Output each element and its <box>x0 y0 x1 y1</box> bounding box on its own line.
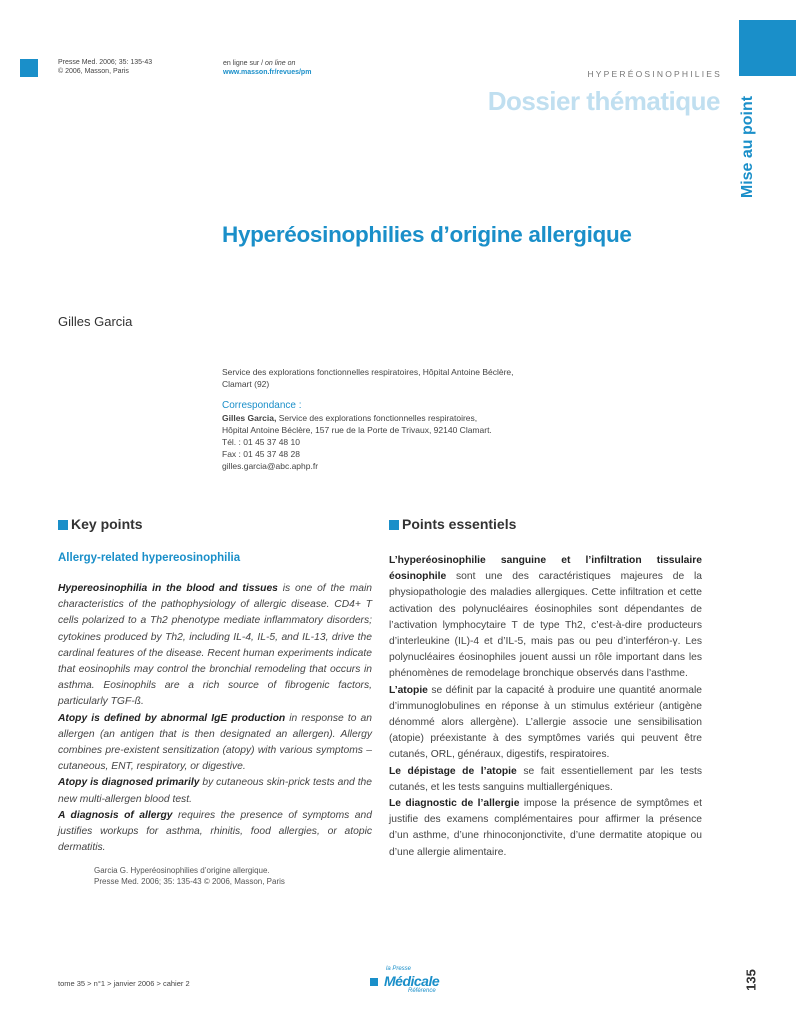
page-number <box>736 960 766 1000</box>
affiliation <box>222 366 542 390</box>
correspondence-line-1: Service des explorations fonctionnelles respiratoires, <box>276 413 478 423</box>
affiliation-line-1: Service des explorations fonctionnelles respiratoires, Hôpital Antoine Béclère, <box>222 367 514 377</box>
decorative-square <box>20 59 38 77</box>
points-essentiels-heading <box>389 516 516 532</box>
online-label-italic: on line on <box>265 60 296 67</box>
point-essentiel-text: se définit par la capacité à produire une quantité anormale d’immunoglobulines en réponse à un stimulus extérieur (antigène dénommé alors allergène). L’allergie associe une sensibilisation (atopie) préexistante à des symptômes variés qui peuvent être cutanés, ORL, généraux, digestifs, respiratoires. <box>389 684 702 761</box>
point-essentiel-paragraph <box>389 764 702 796</box>
key-point-text: by cutaneous skin-prick tests and the new multi-allergen blood test. <box>58 777 373 805</box>
journal-reference <box>58 58 152 76</box>
key-point-paragraph <box>58 711 372 776</box>
correspondence-heading: Correspondance : <box>222 400 302 411</box>
logo-square-icon <box>370 978 378 986</box>
dossier-heading: Dossier thématique <box>487 86 720 116</box>
square-bullet-icon <box>58 520 68 530</box>
point-essentiel-paragraph <box>389 683 702 764</box>
correspondence-line-2: Hôpital Antoine Béclère, 157 rue de la Porte de Trivaux, 92140 Clamart. <box>222 425 492 435</box>
key-point-paragraph <box>58 775 372 807</box>
key-point-lead: Hypereosinophilia in the blood and tissues <box>58 583 278 594</box>
point-essentiel-text: se fait essentiellement par les tests cutanés, et les tests sanguins multiallergéniques. <box>389 765 702 793</box>
correspondence-fax: Fax : 01 45 37 48 28 <box>222 449 300 459</box>
key-point-text: is one of the main characteristics of the pathophysiology of allergic disease. CD4+ T cells polarized to a Th2 phenotype mediate inflammatory disorders; cytokines produced by Th2, including IL-4, IL-5, and IL-13, drive the cardinal features of the disease. Recent human experiments indicate that eosinophils may control the bronchial remodeling that occurs in asthma. Eosinophils are a rich source of fibrogenic factors, particularly TGF-ß. <box>58 583 372 708</box>
logo-top-text: la Presse <box>386 966 412 972</box>
corner-block <box>739 20 796 76</box>
key-point-lead: A diagnosis of allergy <box>58 809 173 821</box>
point-essentiel-lead: Le dépistage de l’atopie <box>389 765 517 777</box>
key-points-column <box>58 581 372 856</box>
online-info <box>223 59 311 77</box>
point-essentiel-text: impose la présence de symptômes et justifie des examens complémentaires pour affirmer la présence d’un asthme, d’une rhinoconjonctivite, d’une dermatite atopique ou d’une allergie alimentaire. <box>389 798 702 858</box>
point-essentiel-lead: Le diagnostic de l’allergie <box>389 798 520 810</box>
square-bullet-icon <box>389 520 399 530</box>
affiliation-line-2: Clamart (92) <box>222 379 270 389</box>
point-essentiel-lead: L’atopie <box>389 684 428 696</box>
citation <box>94 865 285 887</box>
article-title: Hyperéosinophilies d’origine allergique <box>222 222 632 247</box>
point-essentiel-paragraph <box>389 796 702 861</box>
journal-logo <box>368 966 458 1000</box>
key-points-heading-text: Key points <box>71 516 143 532</box>
point-essentiel-lead: L’hyperéosinophilie sanguine et l’infiltration tissulaire éosinophile <box>389 555 702 583</box>
key-point-paragraph <box>58 581 372 711</box>
key-points-heading <box>58 516 143 532</box>
points-essentiels-heading-text: Points essentiels <box>402 516 517 532</box>
journal-url-link[interactable]: www.masson.fr/revues/pm <box>223 69 312 76</box>
section-tag: HYPERÉOSINOPHILIES <box>587 69 722 79</box>
author-name: Gilles Garcia <box>58 314 133 329</box>
key-point-lead: Atopy is defined by abnormal IgE production <box>58 712 286 724</box>
issue-info: tome 35 > n°1 > janvier 2006 > cahier 2 <box>58 979 190 988</box>
correspondence <box>222 400 542 472</box>
page-number-text: 135 <box>743 969 759 991</box>
key-point-lead: Atopy is diagnosed primarily <box>58 777 200 789</box>
key-point-text: in response to an allergen (an antigen that is then designated an allergen). Allergy combines pre-existent sensitization (atopy) with various symptoms – cutaneous, ENT, respiratory, or digestive. <box>58 712 372 773</box>
logo-bottom-text: Référence <box>408 988 436 994</box>
correspondence-name: Gilles Garcia, <box>222 413 277 423</box>
point-essentiel-paragraph <box>389 553 702 683</box>
points-essentiels-column <box>389 553 702 861</box>
journal-line-2: © 2006, Masson, Paris <box>58 68 129 75</box>
journal-line-1: Presse Med. 2006; 35: 135-43 <box>58 59 153 66</box>
point-essentiel-text: sont une des caractéristiques majeures de la physiopathologie des maladies allergiques. Cette infiltration et cette activation des polynucléaires éosinophiles sont dépendantes de l’activation lymphocytaire T de type Th2, c’est-à-dire producteurs d’interleukine (IL)-4 et d’IL-5, mais pas ou peu d’interféron-γ. Les polynucléaires éosinophiles jouent aussi un rôle important dans les phénomènes de remodelage bronchique observés dans l’asthme. <box>389 571 702 680</box>
citation-line-1: Garcia G. Hyperéosinophilies d’origine allergique. <box>94 866 270 875</box>
citation-line-2: Presse Med. 2006; 35: 135-43 © 2006, Masson, Paris <box>94 877 285 886</box>
vertical-section-label <box>733 92 763 202</box>
online-label: en ligne sur / <box>223 60 266 67</box>
correspondence-tel: Tél. : 01 45 37 48 10 <box>222 437 300 447</box>
vertical-section-text: Mise au point <box>739 95 756 199</box>
key-point-text: requires the presence of symptoms and justifies workups for asthma, rhinitis, food allergies, or atopic dermatitis. <box>58 809 372 854</box>
correspondence-email[interactable]: gilles.garcia@abc.aphp.fr <box>222 461 319 471</box>
logo-main-text: Médicale <box>384 973 440 989</box>
key-point-paragraph <box>58 808 372 857</box>
key-points-subheading: Allergy-related hypereosinophilia <box>58 552 241 564</box>
